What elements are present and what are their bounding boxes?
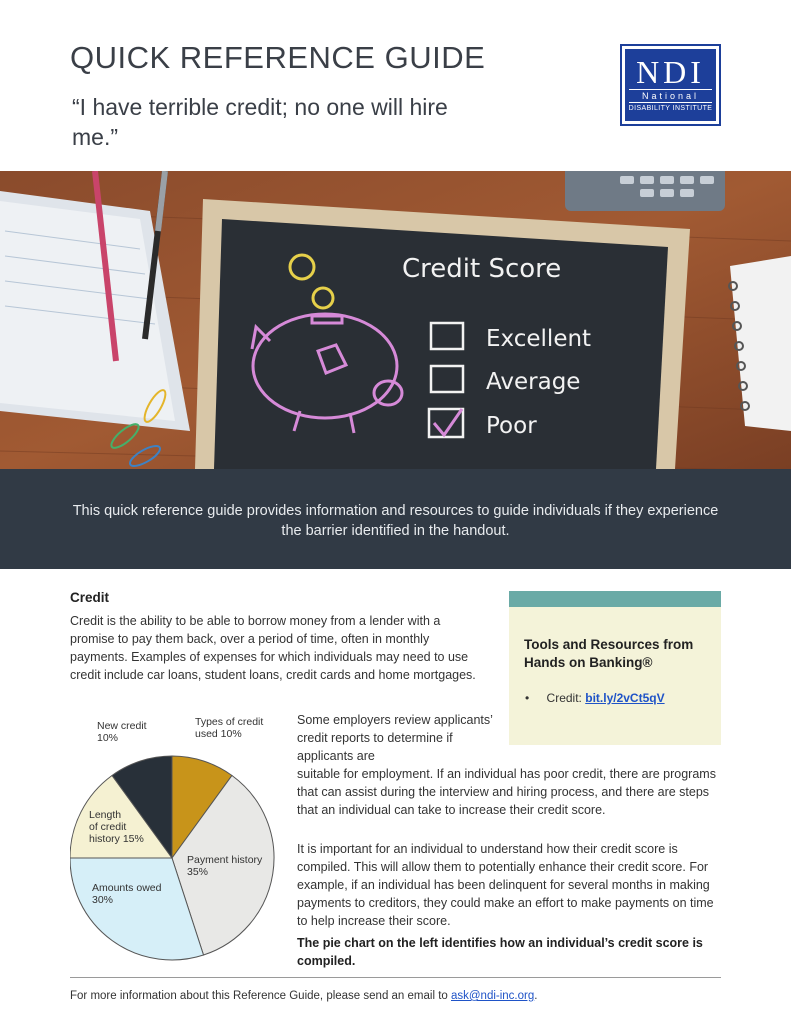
intro-banner — [0, 469, 791, 569]
tools-heading: Tools and Resources from Hands on Banking® — [524, 637, 694, 670]
bullet-icon: • — [525, 691, 530, 705]
footer — [70, 990, 537, 1002]
footer-divider — [70, 977, 721, 978]
tools-resources-box — [509, 591, 721, 745]
footer-end: . — [534, 990, 538, 1002]
pie-label-new-credit: New credit 10% — [97, 720, 147, 744]
board-option-average: Average — [486, 369, 581, 395]
tools-item-label: Credit: — [546, 691, 582, 705]
board-option-poor: Poor — [486, 413, 537, 439]
pie-label-payment-history: Payment history 35% — [187, 854, 263, 878]
ndi-logo — [620, 44, 721, 126]
board-title: Credit Score — [402, 254, 562, 284]
logo-national: National — [629, 89, 712, 103]
credit-resource-link[interactable]: bit.ly/2vCt5qV — [585, 691, 665, 705]
logo-letters: NDI — [636, 54, 705, 90]
pie-label-types-of-credit: Types of credit used 10% — [195, 716, 264, 740]
credit-heading: Credit — [70, 590, 110, 605]
tools-accent-bar — [509, 591, 721, 607]
paragraph-employers-intro: Some employers review applicants’ credit reports to determine if applicants are — [297, 713, 493, 763]
footer-text: For more information about this Reference Guide, please send an email to — [70, 990, 451, 1002]
paragraph-understand-score: It is important for an individual to understand how their credit score is compiled. This will allow them to potentially enhance their credit score. For example, if an individual has been delinquent for several months in making payments to creditors, they could make an effort to make payments on time to help increase their score. — [297, 842, 714, 928]
credit-definition: Credit is the ability to be able to borrow money from a lender with a promise to pay them back, over a period of time, often in monthly payments. Examples of expenses for which individuals may need to use credit include car loans, student loans, credit cards and home mortgages. — [70, 614, 476, 682]
paragraph-pie-caption: The pie chart on the left identifies how an individual’s credit score is compiled. — [297, 936, 703, 968]
contact-email-link[interactable]: ask@ndi-inc.org — [450, 990, 535, 1002]
pie-label-length-history: Length of credit history 15% — [89, 809, 144, 845]
page-title: QUICK REFERENCE GUIDE — [70, 40, 486, 75]
pie-label-amounts-owed: Amounts owed 30% — [92, 882, 162, 906]
board-option-excellent: Excellent — [486, 326, 592, 352]
credit-score-pie-chart — [70, 712, 285, 962]
banner-text: This quick reference guide provides information and resources to guide individuals if they experience the barrier identified in the handout. — [72, 503, 719, 539]
logo-institute: DISABILITY INSTITUTE — [628, 105, 713, 112]
paragraph-employers-cont: suitable for employment. If an individual has poor credit, there are programs that can assist during the interview and hiring process, and there are steps that an individual can take to increase their credit score. — [297, 767, 716, 817]
credit-score-photo — [0, 171, 791, 469]
barrier-quote: “I have terrible credit; no one will hire me.” — [72, 94, 448, 150]
tools-list-item — [525, 691, 665, 705]
